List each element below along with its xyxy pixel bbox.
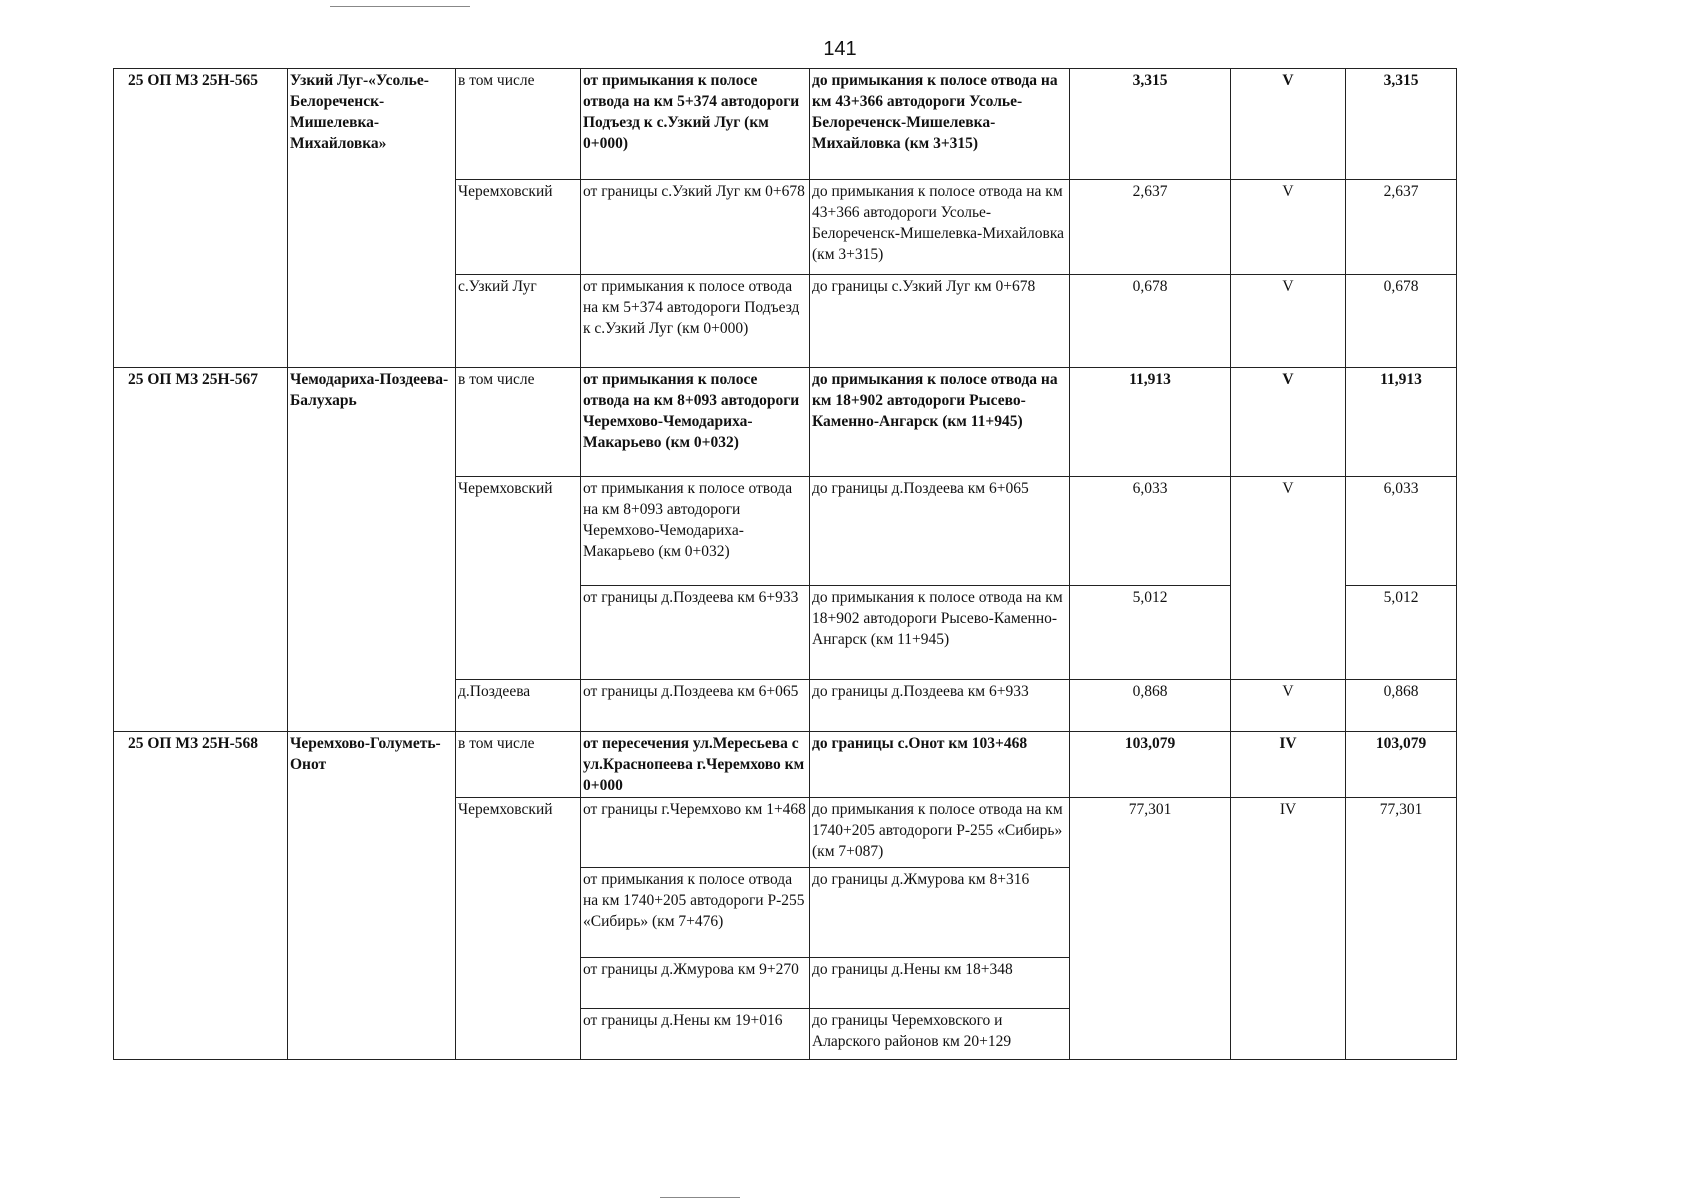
road-code: 25 ОП МЗ 25Н-568 bbox=[114, 732, 288, 1060]
page-number: 141 bbox=[823, 38, 857, 60]
to-cell: до границы д.Поздеева км 6+065 bbox=[810, 477, 1070, 586]
from-cell: от границы г.Черемхово км 1+468 bbox=[581, 798, 810, 868]
to-cell: до границы с.Узкий Луг км 0+678 bbox=[810, 275, 1070, 368]
district-cell: в том числе bbox=[456, 368, 581, 477]
district-cell: в том числе bbox=[456, 732, 581, 798]
to-cell: до границы Черемховского и Аларского районов км 20+129 bbox=[810, 1009, 1070, 1060]
length-cell: 6,033 bbox=[1070, 477, 1231, 586]
to-cell: до границы д.Поздеева км 6+933 bbox=[810, 680, 1070, 732]
to-cell: до границы д.Жмурова км 8+316 bbox=[810, 868, 1070, 958]
to-cell: до примыкания к полосе отвода на км 1740+205 автодороги Р-255 «Сибирь» (км 7+087) bbox=[810, 798, 1070, 868]
road-name: Узкий Луг-«Усолье-Белореченск-Мишелевка-Михайловка» bbox=[288, 69, 456, 368]
from-cell: от примыкания к полосе отвода на км 8+093 автодороги Черемхово-Чемодариха-Макарьево (км 0+032) bbox=[581, 477, 810, 586]
from-cell: от границы д.Нены км 19+016 bbox=[581, 1009, 810, 1060]
from-cell: от пересечения ул.Мересьева с ул.Краснопеева г.Черемхово км 0+000 bbox=[581, 732, 810, 798]
length-cell: 77,301 bbox=[1070, 798, 1231, 1060]
to-cell: до границы с.Онот км 103+468 bbox=[810, 732, 1070, 798]
category-cell: V bbox=[1231, 180, 1346, 275]
scan-noise-top bbox=[330, 6, 470, 7]
to-cell: до примыкания к полосе отвода на км 43+366 автодороги Усолье-Белореченск-Мишелевка-Михайловка (км 3+315) bbox=[810, 180, 1070, 275]
district-cell: Черемховский bbox=[456, 798, 581, 1060]
district-cell: в том числе bbox=[456, 69, 581, 180]
category-cell: V bbox=[1231, 69, 1346, 180]
from-cell: от границы д.Жмурова км 9+270 bbox=[581, 958, 810, 1009]
table-row bbox=[114, 368, 1457, 477]
district-cell: Черемховский bbox=[456, 180, 581, 275]
to-cell: до примыкания к полосе отвода на км 18+902 автодороги Рысево-Каменно-Ангарск (км 11+945) bbox=[810, 586, 1070, 680]
from-cell: от примыкания к полосе отвода на км 1740+205 автодороги Р-255 «Сибирь» (км 7+476) bbox=[581, 868, 810, 958]
category-cell: V bbox=[1231, 680, 1346, 732]
road-code: 25 ОП МЗ 25Н-567 bbox=[114, 368, 288, 732]
category-cell: IV bbox=[1231, 732, 1346, 798]
road-code: 25 ОП МЗ 25Н-565 bbox=[114, 69, 288, 368]
table-row bbox=[114, 69, 1457, 180]
length-cell: 0,678 bbox=[1070, 275, 1231, 368]
total-cell: 0,678 bbox=[1346, 275, 1457, 368]
category-cell: V bbox=[1231, 477, 1346, 680]
district-cell: с.Узкий Луг bbox=[456, 275, 581, 368]
to-cell: до примыкания к полосе отвода на км 18+902 автодороги Рысево-Каменно-Ангарск (км 11+945) bbox=[810, 368, 1070, 477]
roads-table bbox=[113, 68, 1457, 1060]
from-cell: от примыкания к полосе отвода на км 8+093 автодороги Черемхово-Чемодариха-Макарьево (км 0+032) bbox=[581, 368, 810, 477]
from-cell: от границы с.Узкий Луг км 0+678 bbox=[581, 180, 810, 275]
length-cell: 103,079 bbox=[1070, 732, 1231, 798]
length-cell: 3,315 bbox=[1070, 69, 1231, 180]
table-row bbox=[114, 732, 1457, 798]
from-cell: от примыкания к полосе отвода на км 5+374 автодороги Подъезд к с.Узкий Луг (км 0+000) bbox=[581, 69, 810, 180]
total-cell: 5,012 bbox=[1346, 586, 1457, 680]
category-cell: V bbox=[1231, 368, 1346, 477]
from-cell: от границы д.Поздеева км 6+933 bbox=[581, 586, 810, 680]
total-cell: 11,913 bbox=[1346, 368, 1457, 477]
scan-noise-bottom bbox=[660, 1197, 740, 1198]
total-cell: 3,315 bbox=[1346, 69, 1457, 180]
length-cell: 0,868 bbox=[1070, 680, 1231, 732]
to-cell: до примыкания к полосе отвода на км 43+366 автодороги Усолье-Белореченск-Мишелевка-Михайловка (км 3+315) bbox=[810, 69, 1070, 180]
length-cell: 11,913 bbox=[1070, 368, 1231, 477]
district-cell: д.Поздеева bbox=[456, 680, 581, 732]
category-cell: IV bbox=[1231, 798, 1346, 1060]
total-cell: 6,033 bbox=[1346, 477, 1457, 586]
from-cell: от границы д.Поздеева км 6+065 bbox=[581, 680, 810, 732]
from-cell: от примыкания к полосе отвода на км 5+374 автодороги Подъезд к с.Узкий Луг (км 0+000) bbox=[581, 275, 810, 368]
to-cell: до границы д.Нены км 18+348 bbox=[810, 958, 1070, 1009]
total-cell: 0,868 bbox=[1346, 680, 1457, 732]
length-cell: 2,637 bbox=[1070, 180, 1231, 275]
road-name: Черемхово-Голуметь-Онот bbox=[288, 732, 456, 1060]
length-cell: 5,012 bbox=[1070, 586, 1231, 680]
total-cell: 103,079 bbox=[1346, 732, 1457, 798]
road-name: Чемодариха-Поздеева-Балухарь bbox=[288, 368, 456, 732]
total-cell: 77,301 bbox=[1346, 798, 1457, 1060]
category-cell: V bbox=[1231, 275, 1346, 368]
district-cell: Черемховский bbox=[456, 477, 581, 680]
total-cell: 2,637 bbox=[1346, 180, 1457, 275]
